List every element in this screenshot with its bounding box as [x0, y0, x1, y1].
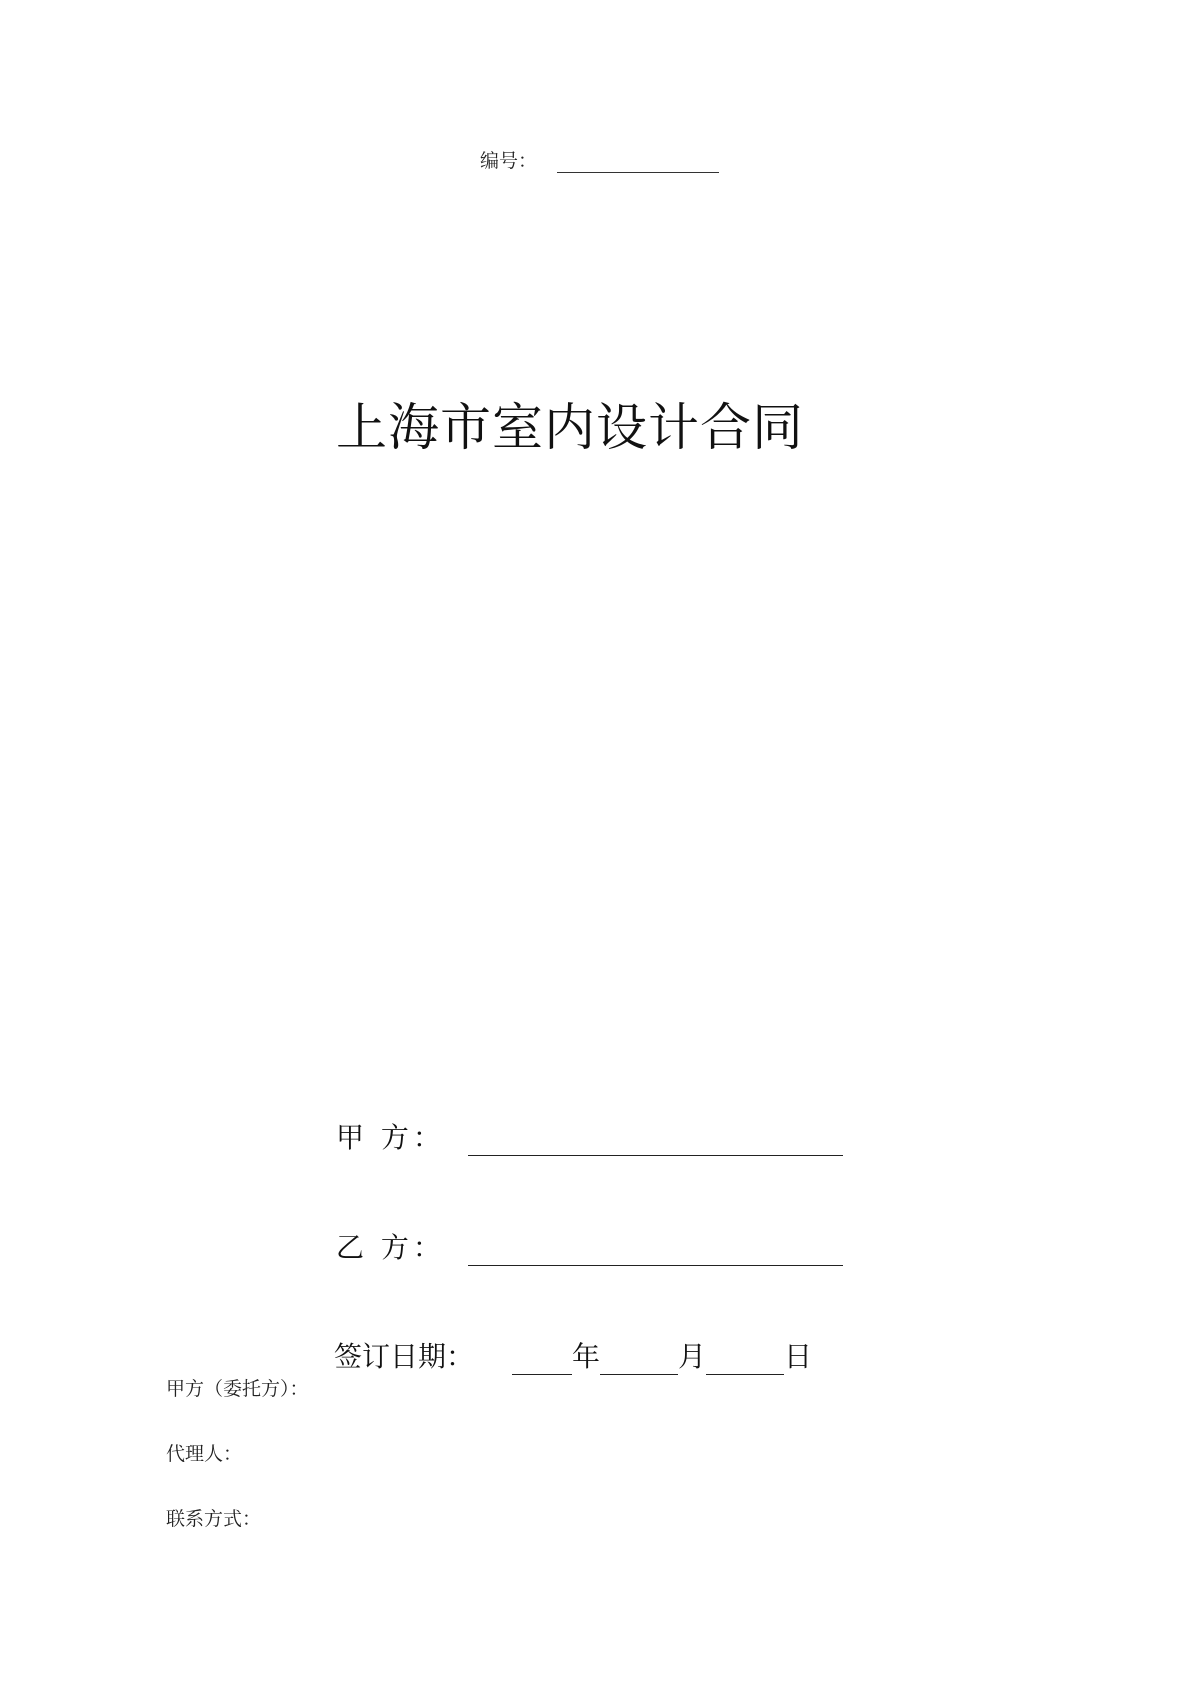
serial-number-field — [480, 146, 719, 173]
signing-date-field — [334, 1335, 812, 1375]
party-a-label: 甲 方： — [336, 1121, 445, 1154]
party-b-label: 乙 方： — [336, 1231, 445, 1264]
party-b-blank[interactable] — [468, 1235, 843, 1266]
serial-number-label: 编号： — [480, 150, 538, 172]
agent-label: 代理人： — [166, 1443, 243, 1465]
signing-date-label: 签订日期： — [334, 1340, 475, 1373]
contact-label: 联系方式： — [166, 1508, 262, 1530]
document-title: 上海市室内设计合同 — [336, 399, 805, 458]
month-blank[interactable] — [600, 1344, 678, 1375]
party-b-field — [336, 1226, 843, 1266]
day-blank[interactable] — [706, 1344, 784, 1375]
party-a-blank[interactable] — [468, 1125, 843, 1156]
serial-number-blank[interactable] — [557, 150, 719, 173]
month-suffix: 月 — [678, 1340, 707, 1373]
year-suffix: 年 — [572, 1340, 601, 1373]
year-blank[interactable] — [512, 1344, 572, 1375]
client-label: 甲方（委托方）： — [166, 1378, 309, 1400]
party-a-field — [336, 1116, 843, 1156]
day-suffix: 日 — [784, 1340, 813, 1373]
